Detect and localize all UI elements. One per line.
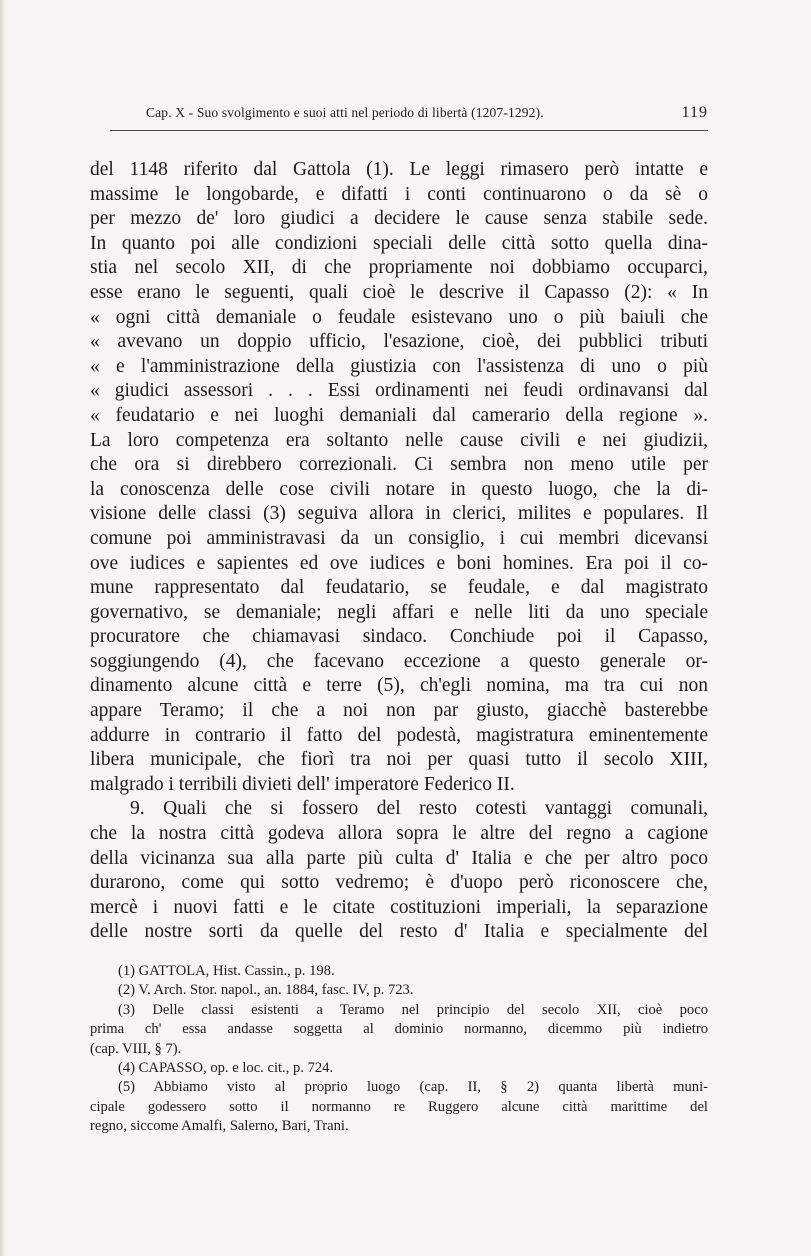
body-line: del 1148 riferito dal Gattola (1). Le leggi rimasero però intatte e — [90, 159, 708, 180]
running-title: Cap. X - Suo svolgimento e suoi atti nel periodo di libertà (1207-1292). — [146, 105, 544, 120]
body-line: libera municipale, che fiorì tra noi per quasi tutto il secolo XIII, — [90, 749, 708, 771]
footnote-3: (3) Delle classi esistenti a Teramo nel principio del secolo XII, cioè poco — [118, 1001, 708, 1018]
body-line: comune poi amministravasi da un consiglio, i cui membri dicevansi — [90, 527, 708, 549]
paragraph-start: 9. Quali che si fossero del resto cotesti vantaggi comunali, — [130, 798, 708, 820]
footnote-4: (4) CAPASSO, op. e loc. cit., p. 724. — [118, 1059, 334, 1076]
footnotes — [90, 962, 708, 1137]
footnote-5-cont: regno, siccome Amalfi, Salerno, Bari, Trani. — [90, 1118, 349, 1135]
body-line: massime le longobarde, e difatti i conti continuarono o da sè o — [90, 183, 708, 205]
body-line: esse erano le seguenti, quali cioè le descrive il Capasso (2): « In — [90, 281, 708, 303]
body-line: che ora si direbbero correzionali. Ci sembra non meno utile per — [90, 454, 708, 476]
body-line: « ogni città demaniale o feudale esistevano uno o più baiuli che — [90, 306, 708, 328]
page-edge — [0, 0, 6, 1256]
footnote-2: (2) V. Arch. Stor. napol., an. 1884, fasc. IV, p. 723. — [118, 982, 414, 999]
footnote-3-cont: (cap. VIII, § 7). — [90, 1040, 182, 1057]
header-rule — [110, 130, 708, 131]
body-line: « e l'amministrazione della giustizia con l'assistenza di uno o più — [90, 355, 708, 377]
running-header — [146, 104, 708, 122]
body-line: visione delle classi (3) seguiva allora in clerici, milites e populares. Il — [90, 503, 708, 525]
body-line: stia nel secolo XII, di che propriamente noi dobbiamo occuparci, — [90, 257, 708, 279]
body-line: durarono, come qui sotto vedremo; è d'uopo però riconoscere che, — [90, 872, 708, 894]
body-line: mercè i nuovi fatti e le citate costituzioni imperiali, la separazione — [90, 896, 708, 918]
body-line: mune rappresentato dal feudatario, se feudale, e dal magistrato — [90, 577, 708, 599]
body-line: malgrado i terribili divieti dell' imperatore Federico II. — [90, 773, 515, 795]
body-line: che la nostra città godeva allora sopra le altre del regno a cagione — [90, 823, 708, 845]
body-text — [90, 158, 708, 945]
body-line: soggiungendo (4), che facevano eccezione a questo generale or- — [90, 650, 708, 672]
body-line: In quanto poi alle condizioni speciali delle città sotto quella dina- — [90, 232, 708, 254]
body-line: governativo, se demaniale; negli affari e nelle liti da uno speciale — [90, 601, 708, 623]
footnote-5: (5) Abbiamo visto al proprio luogo (cap. II, § 2) quanta libertà muni- — [118, 1079, 708, 1096]
footnote-3-cont: prima ch' essa andasse soggetta al dominio normanno, dicemmo più indietro — [90, 1021, 708, 1038]
footnote-5-cont: cipale godessero sotto il normanno re Ruggero alcune città marittime del — [90, 1098, 708, 1115]
body-line: La loro competenza era soltanto nelle cause civili e nei giudizii, — [90, 429, 708, 451]
body-line: « feudatario e nei luoghi demaniali dal camerario della regione ». — [90, 404, 708, 426]
body-line: « giudici assessori . . . Essi ordinamenti nei feudi ordinavansi dal — [90, 380, 708, 402]
body-line: la conoscenza delle cose civili notare in questo luogo, che la di- — [90, 478, 708, 500]
body-line: « avevano un doppio ufficio, l'esazione, cioè, dei pubblici tributi — [90, 331, 708, 353]
body-line: procuratore che chiamavasi sindaco. Conchiude poi il Capasso, — [90, 626, 708, 648]
body-line: addurre in contrario il fatto del podestà, magistratura eminentemente — [90, 724, 708, 746]
body-line: della vicinanza sua alla parte più culta d' Italia e che per altro poco — [90, 847, 708, 869]
body-line: per mezzo de' loro giudici a decidere le cause senza stabile sede. — [90, 208, 708, 230]
body-line: ove iudices e sapientes ed ove iudices e boni homines. Era poi il co- — [90, 552, 708, 574]
body-line: delle nostre sorti da quelle del resto d' Italia e specialmente del — [90, 921, 708, 943]
body-line: appare Teramo; il che a noi non par giusto, giacchè basterebbe — [90, 700, 708, 722]
body-line: dinamento alcune città e terre (5), ch'egli nomina, ma tra cui non — [90, 675, 708, 697]
footnote-1: (1) GATTOLA, Hist. Cassin., p. 198. — [118, 963, 335, 979]
page-number: 119 — [681, 104, 708, 121]
